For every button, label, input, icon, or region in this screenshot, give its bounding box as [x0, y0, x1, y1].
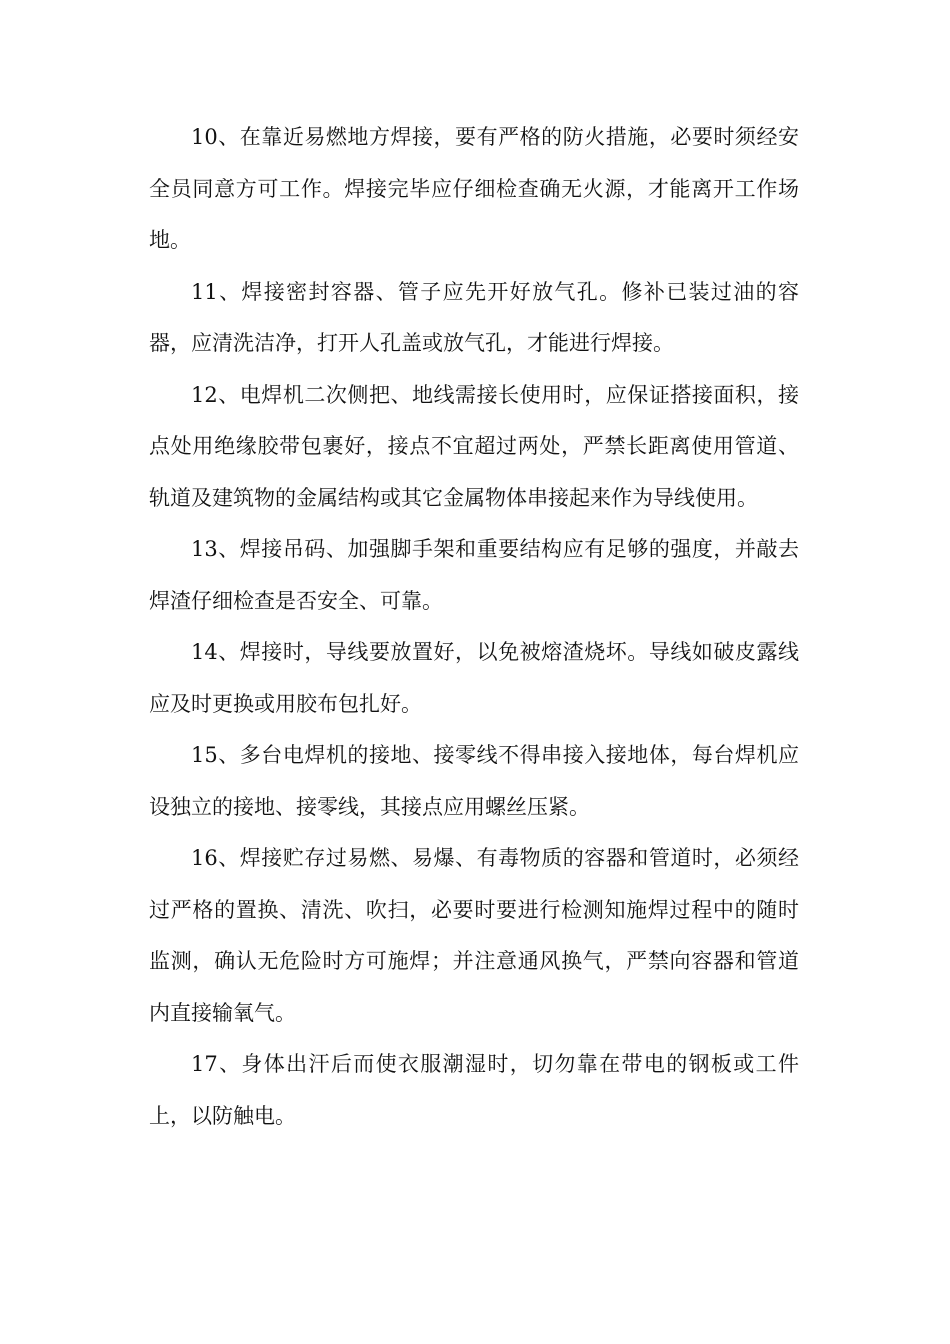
paragraph-item-17: 17、身体出汗后而使衣服潮湿时，切勿靠在带电的钢板或工件上，以防触电。: [149, 1052, 799, 1128]
paragraph-item-16: 16、焊接贮存过易燃、易爆、有毒物质的容器和管道时，必须经过严格的置换、清洗、吹扫，必要时要进行检测知施焊过程中的随时监测，确认无危险时方可施焊；并注意通风换气，严禁向容器和管道内直接输氧气。: [149, 846, 799, 1025]
document-body: [149, 112, 799, 1142]
paragraph-item-11: 11、焊接密封容器、管子应先开好放气孔。修补已装过油的容器，应清洗洁净，打开人孔盖或放气孔，才能进行焊接。: [149, 279, 799, 355]
paragraph-item-15: 15、多台电焊机的接地、接零线不得串接入接地体，每台焊机应设独立的接地、接零线，其接点应用螺丝压紧。: [149, 743, 799, 819]
paragraph-item-10: 10、在靠近易燃地方焊接，要有严格的防火措施，必要时须经安全员同意方可工作。焊接完毕应仔细检查确无火源，才能离开工作场地。: [149, 125, 799, 252]
paragraph-item-13: 13、焊接吊码、加强脚手架和重要结构应有足够的强度，并敲去焊渣仔细检查是否安全、可靠。: [149, 537, 799, 613]
paragraph-item-12: 12、电焊机二次侧把、地线需接长使用时，应保证搭接面积，接点处用绝缘胶带包裹好，接点不宜超过两处，严禁长距离使用管道、轨道及建筑物的金属结构或其它金属物体串接起来作为导线使用。: [149, 382, 799, 510]
paragraph-item-14: 14、焊接时，导线要放置好，以免被熔渣烧坏。导线如破皮露线应及时更换或用胶布包扎好。: [149, 640, 799, 716]
